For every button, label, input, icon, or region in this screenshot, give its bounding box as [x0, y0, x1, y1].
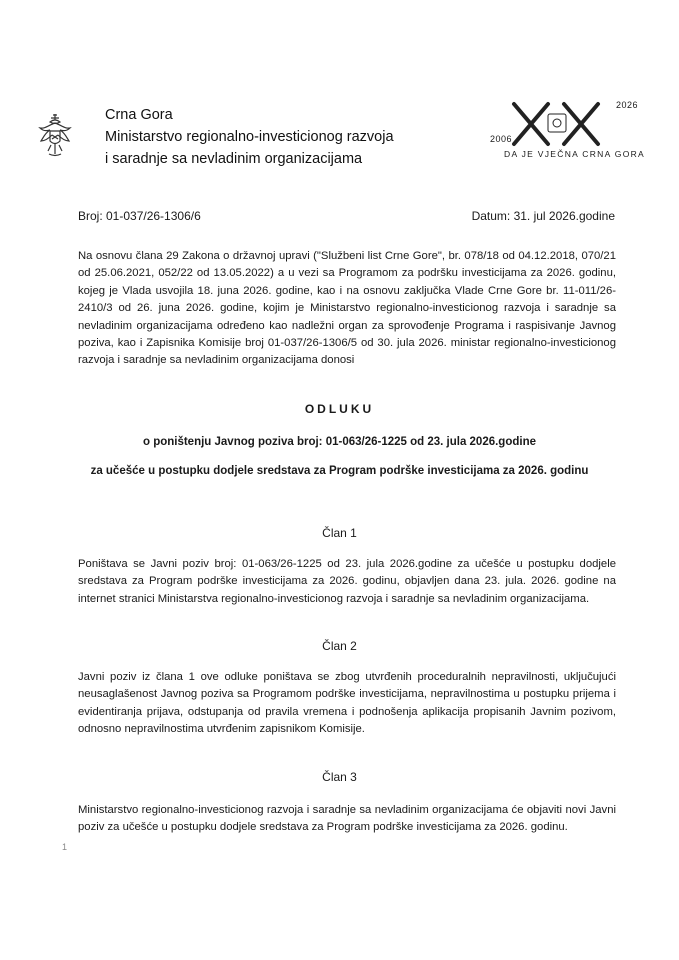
document-header — [38, 100, 648, 180]
logo-year-start: 2006 — [490, 134, 513, 144]
decision-subtitle-line-2 — [0, 462, 679, 480]
article-2-text: Javni poziv iz člana 1 ove odluke poništava se zbog utvrđenih proceduralnih nepravilnosti, uključujući neusaglašenost Javnog poziva sa Programom podrške investicijama, nepravilnostima u postupku prijema i evidentiranja prijava, odstupanja od pravila vremena i podnošenja aplikacija propisanih Javnim pozivom, odnosno nepravilnostima utvrđenim zapisnikom Komisije. — [78, 671, 616, 736]
anniversary-logo — [486, 98, 646, 170]
logo-year-end: 2026 — [616, 100, 639, 110]
institution-line-ministry: Ministarstvo regionalno-investicionog razvoja — [105, 129, 394, 145]
article-3-text: Ministarstvo regionalno-investicionog razvoja i saradnje sa nevladinim organizacijama će objaviti novi Javni poziv za učešće u postupku dodjele sredstava za Program podrške investicijama za 2026. godinu. — [78, 804, 616, 834]
xx-emblem-icon — [508, 100, 608, 148]
article-3-heading: Član 3 — [322, 770, 357, 784]
decision-subtitle-text: za učešće u postupku dodjele sredstava za Program podrške investicijama za 2026. godinu — [90, 465, 589, 477]
article-1-text: Poništava se Javni poziv broj: 01-063/26-1225 od 23. jula 2026.godine za učešće u postupku dodjele sredstava za Program podrške investicijama za 2026. godinu, objavljen dana 23. jula. 2026. godine na internet stranici Ministarstva regionalno-investicionog razvoja i saradnje sa nevladinim organizacijama. — [78, 558, 616, 605]
article-1-heading: Član 1 — [322, 526, 357, 540]
coat-of-arms-icon — [38, 114, 72, 158]
institution-name — [105, 104, 394, 170]
article-2-heading: Član 2 — [322, 639, 357, 653]
margin-mark: 1 — [62, 842, 68, 852]
document-date: Datum: 31. jul 2026.godine — [471, 209, 615, 223]
preamble-paragraph: Na osnovu člana 29 Zakona o državnoj upravi ("Službeni list Crne Gore", br. 078/18 od 04.12.2018, 070/21 od 25.06.2021, 052/22 od 13.05.2022) a u vezi sa Programom za podršku investicijama za 2026. godinu, kojeg je Vlada usvojila 18. juna 2026. godine, kao i na osnovu zaključka Vlade Crne Gore br. 11-011/26-2410/3 od 26. juna 2026. godine, kojim je Ministarstvo regionalno-investicionog razvoja i saradnje sa nevladinim organizacijama određeno kao nadležni organ za sprovođenje Programa i raspisivanje Javnog poziva, kao i Zapisnika Komisije broj 01-037/26-1306/5 od 30. jula 2026. ministar regionalno-investicionog razvoja i saradnje sa nevladinim organizacijama donosi — [78, 250, 616, 367]
decision-subtitle-line-1: o poništenju Javnog poziva broj: 01-063/26-1225 od 23. jula 2026.godine — [142, 436, 537, 448]
reference-number: Broj: 01-037/26-1306/6 — [78, 209, 201, 223]
institution-line-ministry-cont: i saradnje sa nevladinim organizacijama — [105, 151, 363, 167]
decision-title: ODLUKU — [304, 402, 375, 416]
institution-line-country: Crna Gora — [105, 107, 173, 123]
logo-motto: DA JE VJEČNA CRNA GORA — [504, 149, 646, 159]
